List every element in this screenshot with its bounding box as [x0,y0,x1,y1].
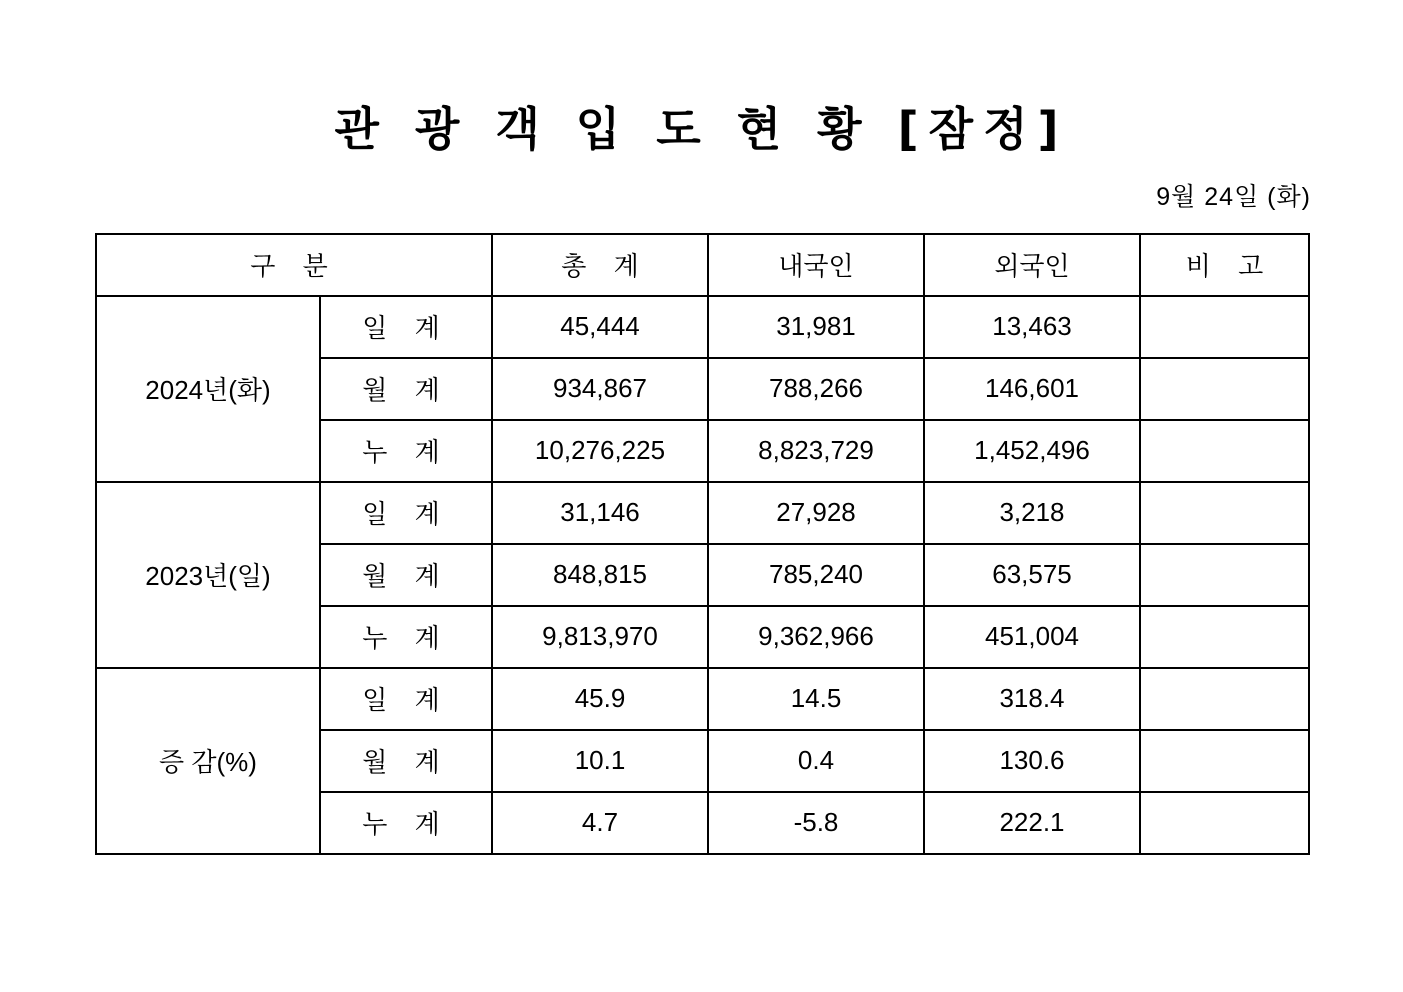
cell-total: 934,867 [492,358,708,420]
row-sub-label: 월 계 [320,358,492,420]
cell-domestic: -5.8 [708,792,924,854]
cell-domestic: 31,981 [708,296,924,358]
cell-domestic: 785,240 [708,544,924,606]
table-row [96,482,1309,544]
cell-foreign: 130.6 [924,730,1140,792]
cell-total: 31,146 [492,482,708,544]
header-row [96,234,1309,296]
cell-foreign: 63,575 [924,544,1140,606]
cell-total: 4.7 [492,792,708,854]
group-label-change: 증 감(%) [96,668,320,854]
row-sub-label: 월 계 [320,730,492,792]
cell-foreign: 146,601 [924,358,1140,420]
cell-foreign: 3,218 [924,482,1140,544]
row-sub-label: 월 계 [320,544,492,606]
header-foreign: 외국인 [924,234,1140,296]
cell-total: 848,815 [492,544,708,606]
cell-domestic: 27,928 [708,482,924,544]
group-label-2024: 2024년(화) [96,296,320,482]
row-sub-label: 누 계 [320,792,492,854]
row-sub-label: 일 계 [320,482,492,544]
cell-domestic: 9,362,966 [708,606,924,668]
cell-remark [1140,296,1309,358]
report-date: 9월 24일 (화) [1156,182,1311,211]
page-title: 관 광 객 입 도 현 황 [잠정] [334,102,1069,156]
cell-domestic: 788,266 [708,358,924,420]
cell-remark [1140,792,1309,854]
statistics-table-container [0,213,1403,855]
cell-total: 9,813,970 [492,606,708,668]
cell-remark [1140,420,1309,482]
cell-domestic: 8,823,729 [708,420,924,482]
cell-remark [1140,606,1309,668]
cell-domestic: 0.4 [708,730,924,792]
cell-total: 10.1 [492,730,708,792]
row-sub-label: 일 계 [320,668,492,730]
table-header [96,234,1309,296]
cell-remark [1140,668,1309,730]
header-remark: 비 고 [1140,234,1309,296]
cell-remark [1140,482,1309,544]
row-sub-label: 일 계 [320,296,492,358]
table-body [96,296,1309,854]
cell-foreign: 1,452,496 [924,420,1140,482]
cell-foreign: 318.4 [924,668,1140,730]
cell-domestic: 14.5 [708,668,924,730]
row-sub-label: 누 계 [320,606,492,668]
cell-total: 45,444 [492,296,708,358]
table-row [96,296,1309,358]
cell-remark [1140,730,1309,792]
cell-total: 10,276,225 [492,420,708,482]
row-sub-label: 누 계 [320,420,492,482]
cell-remark [1140,358,1309,420]
cell-foreign: 451,004 [924,606,1140,668]
cell-remark [1140,544,1309,606]
cell-foreign: 222.1 [924,792,1140,854]
header-domestic: 내국인 [708,234,924,296]
header-gubun: 구 분 [96,234,492,296]
tourist-arrivals-table [95,233,1310,855]
header-total: 총 계 [492,234,708,296]
group-label-2023: 2023년(일) [96,482,320,668]
cell-total: 45.9 [492,668,708,730]
cell-foreign: 13,463 [924,296,1140,358]
table-row [96,668,1309,730]
